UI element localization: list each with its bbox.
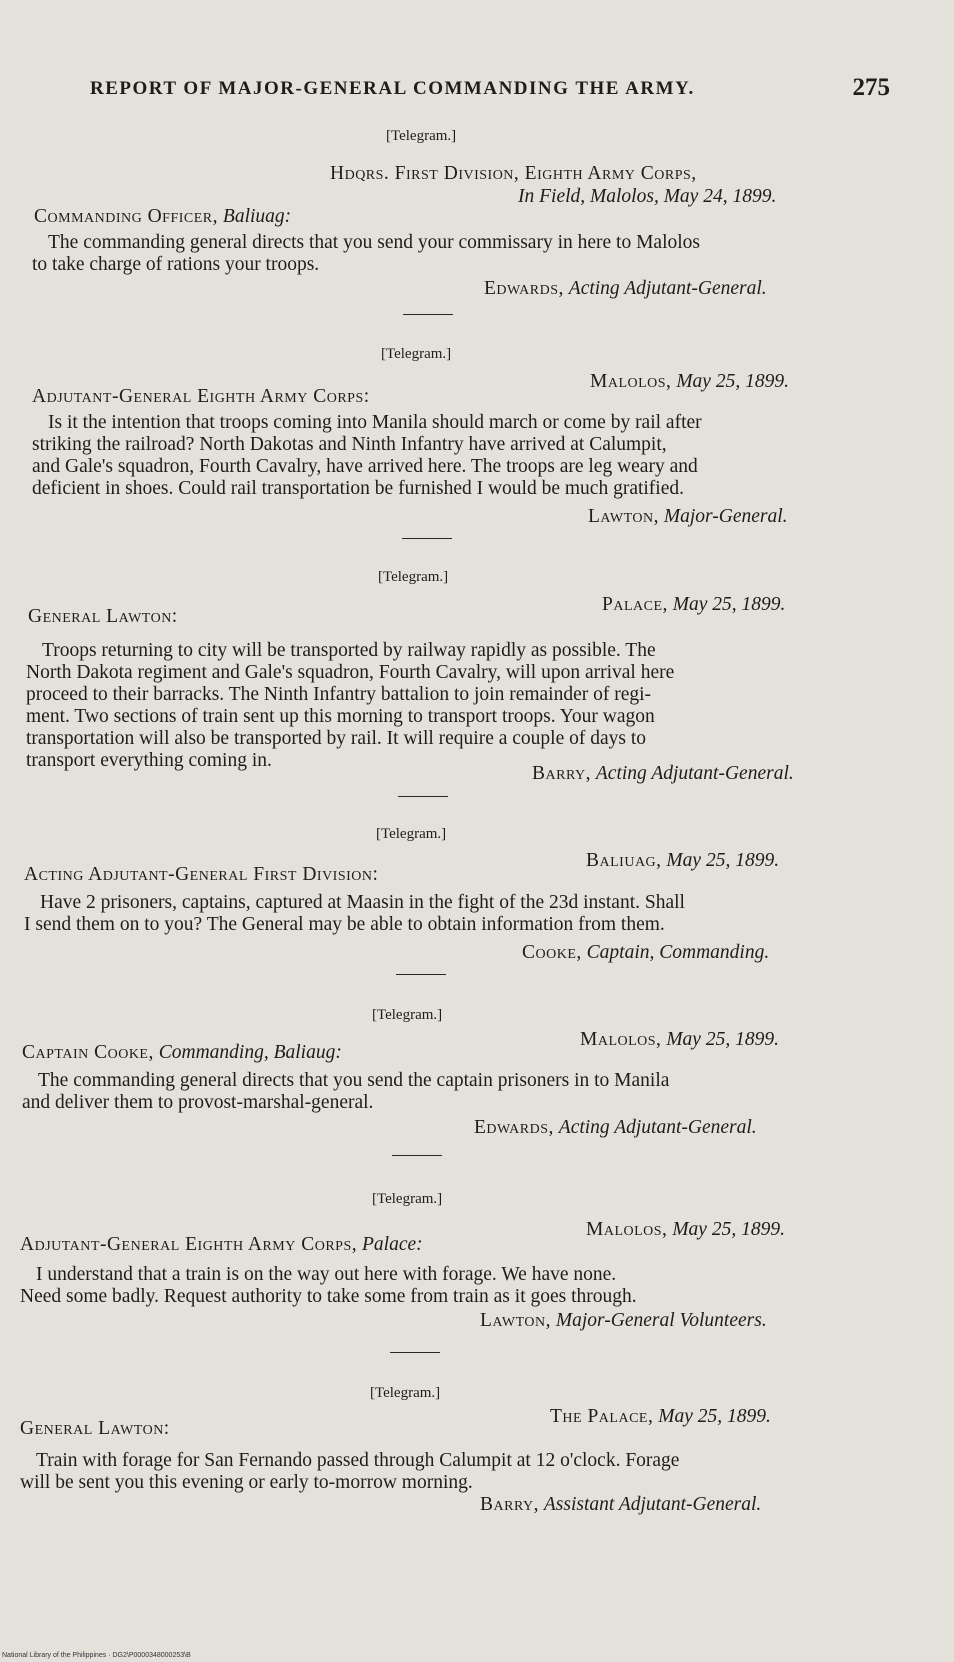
telegram-label: [Telegram.] — [378, 569, 449, 585]
telegram-signature: Barry, Acting Adjutant-General. — [532, 763, 794, 784]
telegram-place-date: Palace, May 25, 1899. — [602, 594, 786, 615]
telegram-place-date: In Field, Malolos, May 24, 1899. — [518, 186, 777, 207]
section-divider — [402, 538, 452, 539]
telegram-label: [Telegram.] — [376, 826, 447, 842]
telegram-place-date: Malolos, May 25, 1899. — [580, 1029, 779, 1050]
section-divider — [390, 1352, 440, 1353]
telegram-body: Have 2 prisoners, captains, captured at Maasin in the fight of the 23d instant. Shall I send them on to you? The General may be able to obtain information from them. — [24, 892, 685, 935]
telegram-label: [Telegram.] — [386, 128, 457, 144]
telegram-body: The commanding general directs that you send the captain prisoners in to Manila and deliver them to provost-marshal-general. — [22, 1070, 670, 1113]
telegram-label: [Telegram.] — [372, 1007, 443, 1023]
telegram-signature: Edwards, Acting Adjutant-General. — [484, 278, 767, 299]
telegram-addressee: Commanding Officer, Baliuag: — [34, 206, 292, 227]
telegram-signature: Lawton, Major-General Volunteers. — [480, 1310, 767, 1331]
telegram-place-date: Malolos, May 25, 1899. — [590, 371, 789, 392]
telegram-body: Train with forage for San Fernando passed through Calumpit at 12 o'clock. Forage will be sent you this evening or early to-morrow morning. — [20, 1450, 680, 1493]
section-divider — [392, 1155, 442, 1156]
scan-footer: National Library of the Philippines · DG2\P0000348000253\B — [2, 1652, 191, 1659]
telegram-label: [Telegram.] — [370, 1385, 441, 1401]
section-divider — [396, 974, 446, 975]
telegram-addressee: Acting Adjutant-General First Division: — [24, 864, 379, 885]
telegram-signature: Lawton, Major-General. — [588, 506, 788, 527]
telegram-body: Troops returning to city will be transported by railway rapidly as possible. The North Dakota regiment and Gale's squadron, Fourth Cavalry, will upon arrival here proceed to their barracks. The Ninth Infantry battalion to join remainder of regi- ment. Two sections of train sent up this morning to transport troops. Your wagon transportation will also be transported by rail. It will require a couple of days to transport everything coming in. — [26, 640, 675, 771]
section-divider — [403, 314, 453, 315]
telegram-body: Is it the intention that troops coming into Manila should march or come by rail after striking the railroad? North Dakotas and Ninth Infantry have arrived at Calumpit, and Gale's squadron, Fourth Cavalry, have arrived here. The troops are leg weary and deficient in shoes. Could rail transportation be furnished I would be much gratified. — [32, 412, 702, 499]
section-divider — [398, 796, 448, 797]
telegram-signature: Cooke, Captain, Commanding. — [522, 942, 770, 963]
telegram-signature: Edwards, Acting Adjutant-General. — [474, 1117, 757, 1138]
telegram-signature: Barry, Assistant Adjutant-General. — [480, 1494, 762, 1515]
telegram-addressee: Adjutant-General Eighth Army Corps, Palace: — [20, 1234, 423, 1255]
telegram-addressee: General Lawton: — [28, 606, 178, 627]
telegram-addressee: Captain Cooke, Commanding, Baliaug: — [22, 1042, 342, 1063]
telegram-addressee: Adjutant-General Eighth Army Corps: — [32, 386, 370, 407]
telegram-body: The commanding general directs that you send your commissary in here to Malolos to take charge of rations your troops. — [32, 232, 701, 275]
telegram-body: I understand that a train is on the way out here with forage. We have none. Need some badly. Request authority to take some from train as it goes through. — [20, 1264, 637, 1307]
telegram-origin: Hdqrs. First Division, Eighth Army Corps, — [330, 163, 697, 184]
telegram-place-date: Baliuag, May 25, 1899. — [586, 850, 780, 871]
telegram-label: [Telegram.] — [381, 346, 452, 362]
running-header — [90, 74, 890, 101]
telegram-addressee: General Lawton: — [20, 1418, 170, 1439]
page-number: 275 — [852, 74, 890, 101]
telegram-label: [Telegram.] — [372, 1191, 443, 1207]
header-title: REPORT OF MAJOR-GENERAL COMMANDING THE ARMY. — [90, 78, 695, 99]
telegram-place-date: Malolos, May 25, 1899. — [586, 1219, 785, 1240]
telegram-place-date: The Palace, May 25, 1899. — [550, 1406, 771, 1427]
